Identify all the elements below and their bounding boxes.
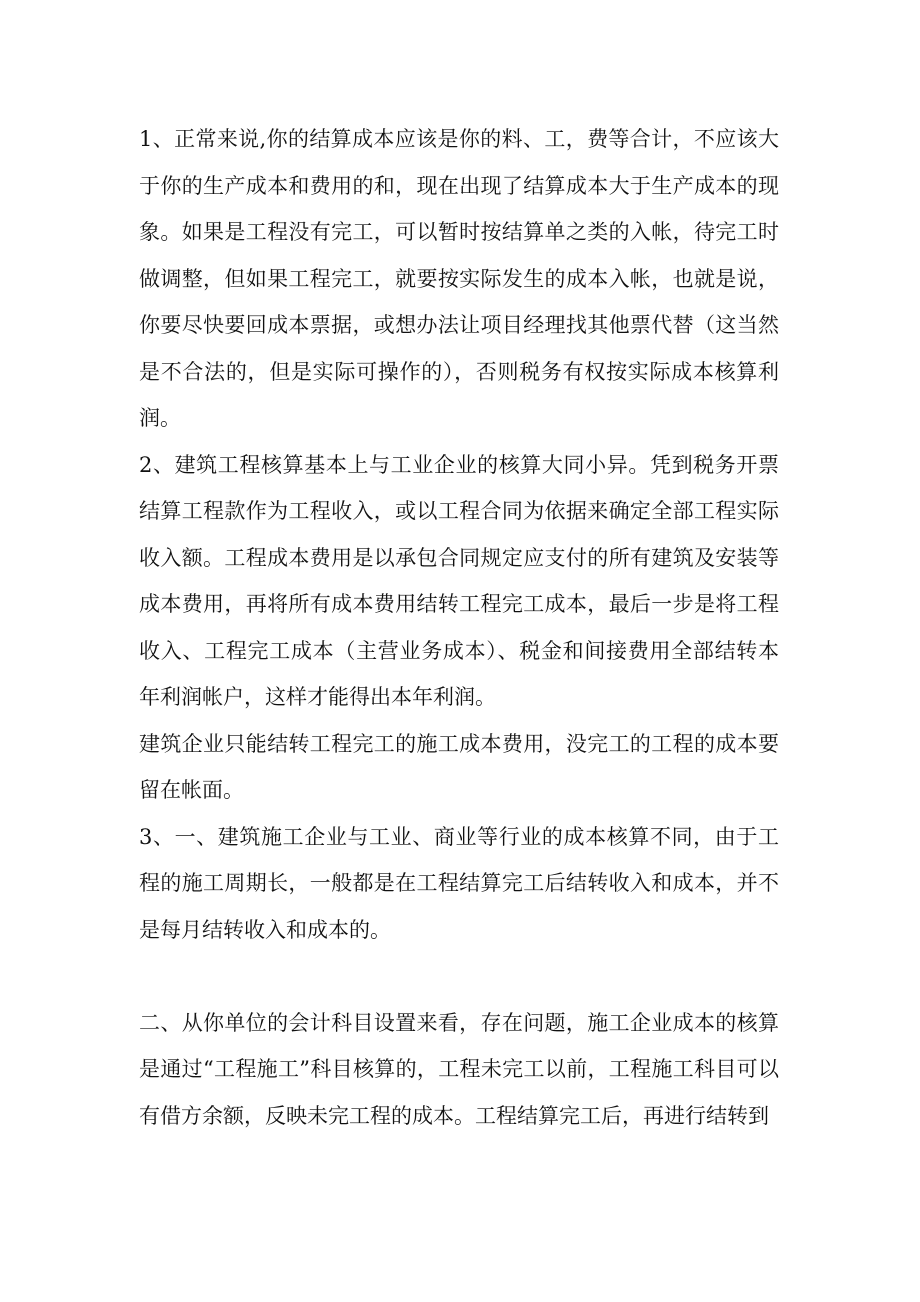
blank-line [139,953,779,1000]
paragraph-5: 二、从你单位的会计科目设置来看，存在问题，施工企业成本的核算是通过“工程施工”科目核算的，工程未完工以前，工程施工科目可以有借方余额，反映未完工程的成本。工程结算完工后，再进行结转到 [139,1010,779,1128]
paragraph-4: 3、一、建筑施工企业与工业、商业等行业的成本核算不同，由于工程的施工周期长，一般都是在工程结算完工后结转收入和成本，并不是每月结转收入和成本的。 [139,824,779,942]
paragraph-2: 2、建筑工程核算基本上与工业企业的核算大同小异。凭到税务开票结算工程款作为工程收入，或以工程合同为依据来确定全部工程实际收入额。工程成本费用是以承包合同规定应支付的所有建筑及安装等成本费用，再将所有成本费用结转工程完工成本，最后一步是将工程收入、工程完工成本（主营业务成本）、税金和间接费用全部结转本年利润帐户，这样才能得出本年利润。 [139,452,779,709]
paragraph-1: 1、正常来说,你的结算成本应该是你的料、工，费等合计，不应该大于你的生产成本和费用的和，现在出现了结算成本大于生产成本的现象。如果是工程没有完工，可以暂时按结算单之类的入帐，待完工时做调整，但如果工程完工，就要按实际发生的成本入帐，也就是说，你要尽快要回成本票据，或想办法让项目经理找其他票代替（这当然是不合法的，但是实际可操作的），否则税务有权按实际成本核算利润。 [139,127,779,430]
document-body [139,116,779,1139]
paragraph-3: 建筑企业只能结转工程完工的施工成本费用，没完工的工程的成本要留在帐面。 [139,731,779,802]
